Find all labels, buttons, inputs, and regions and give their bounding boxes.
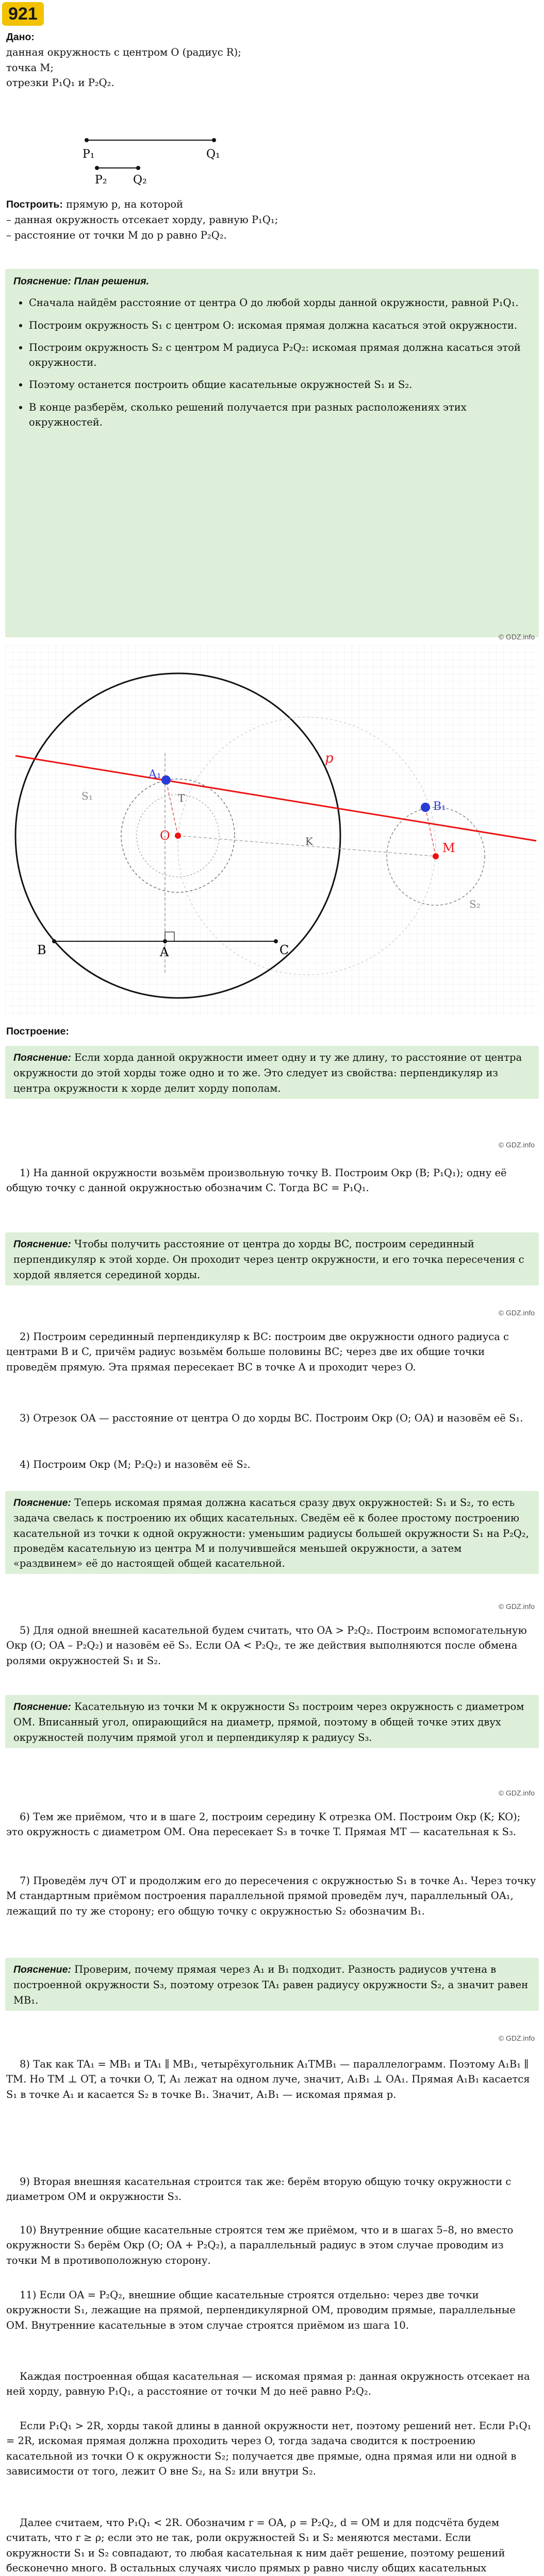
label-b1: B₁ — [433, 800, 446, 813]
label-p1: P₁ — [83, 148, 95, 161]
note-2 — [5, 1232, 539, 1285]
step-6: 6) Тем же приёмом, что и в шаге 2, построим середину K отрезка OM. Построим Окр (K; KO); это окружность с диаметром OM. Она пересекает S₃ в точке T. Прямая MT — касательная к S₃. — [6, 1811, 521, 1838]
note-text: Если хорда данной окружности имеет одну и ту же длину, то расстояние от центра окружности до этой хорды тоже одно и то же. Это следует из свойства: перпендикуляр из центра окружности к хорде делит хорду пополам. — [13, 1052, 522, 1094]
given-line: точка M; — [6, 61, 54, 74]
construct-title: Построить: — [6, 199, 63, 210]
construction-title: Построение: — [6, 1026, 69, 1037]
given-line: данная окружность с центром O (радиус R); — [6, 46, 241, 59]
step-1: 1) На данной окружности возьмём произвольную точку B. Построим Окр (B; P₁Q₁); одну её общую точку с данной окружностью обозначим C. Тогда BC = P₁Q₁. — [6, 1167, 507, 1194]
label-k: K — [305, 835, 313, 848]
label-s2: S₂ — [469, 898, 481, 910]
step-11: 11) Если OA = P₂Q₂, внешние общие касательные строятся отдельно: через две точки окружности S₁, лежащие на прямой, перпендикулярной OM, проводим прямые, параллельные OM. Внутренние касательные в этом случае строятся приёмом из шага 10. — [6, 2289, 516, 2331]
step-9: 9) Вторая внешняя касательная строится так же: берём вторую общую точку окружности с диаметром OM и окружности S₃. — [6, 2176, 512, 2203]
step-4: 4) Построим Окр (M; P₂Q₂) и назовём её S₂. — [20, 1459, 251, 1470]
step-8: 8) Так как TA₁ = MB₁ и TA₁ ∥ MB₁, четырёхугольник A₁TMB₁ — параллелограмм. Поэтому A₁B₁ ∥ TM. Но TM ⊥ OT, а точки O, T, A₁ лежат на одном луче, значит, A₁B₁ ⊥ OA₁. Прямая A₁B₁ касается S₁ в точке A₁ и касается S₂ в точке B₁. Значит, A₁B₁ — искомая прямая p. — [6, 2058, 530, 2100]
label-q1: Q₁ — [206, 148, 220, 161]
label-b: B — [37, 943, 46, 957]
plan-title: Пояснение: План решения. — [13, 276, 150, 287]
problem-number: 921 — [2, 2, 44, 26]
plan-item: • Поэтому останется построить общие касательные окружностей S₁ и S₂. — [29, 377, 531, 392]
given-section — [6, 30, 538, 90]
note-3 — [5, 1491, 539, 1574]
plan-item: • Построим окружность S₁ с центром O: искомая прямая должна касаться этой окружности. — [29, 318, 531, 333]
label-m: M — [442, 841, 455, 855]
label-p2: P₂ — [95, 174, 107, 185]
note-keyword: Пояснение: — [13, 1052, 71, 1063]
plan-box — [5, 269, 539, 637]
step-3: 3) Отрезок OA — расстояние от центра O до хорды BC. Построим Окр (O; OA) и назовём её S₁. — [20, 1412, 523, 1424]
paragraph-b: Если P₁Q₁ > 2R, хорды такой длины в данной окружности нет, поэтому решений нет. Если P₁Q₁ = 2R, искомая прямая должна проходить через O, тогда задача сводится к построению касательной из точки O к окружности S₂; получается две прямые, одна прямая или ни одной в зависимости от того, лежит O вне S₂, на S₂ или внутри S₂. — [6, 2420, 532, 2477]
paragraph-c: Далее считаем, что P₁Q₁ < 2R. Обозначим r = OA, ρ = P₂Q₂, d = OM и для подсчёта будем считать, что r ≥ ρ; если это не так, роли окружностей S₁ и S₂ меняются местами. Если окружности S₁ и S₂ совпадают, то любая касательная к ним даёт решение, поэтому решений бесконечно много. В остальных случаях число прямых p равно числу общих касательных — [6, 2517, 505, 2574]
paragraph-a: Каждая построенная общая касательная — искомая прямая p: данная окружность отсекает на ней хорду, равную P₁Q₁, а расстояние от точки M до неё равно P₂Q₂. — [6, 2370, 530, 2398]
plan-item: • Сначала найдём расстояние от центра O до любой хорды данной окружности, равной P₁Q₁. — [29, 295, 531, 310]
construction-figure — [5, 645, 539, 1016]
given-line: отрезки P₁Q₁ и P₂Q₂. — [6, 76, 114, 89]
note-keyword: Пояснение: — [13, 1239, 71, 1250]
construct-section — [6, 197, 538, 243]
note-5 — [5, 1958, 539, 2011]
construct-rest: прямую p, на которой — [62, 198, 184, 210]
step-10: 10) Внутренние общие касательные строятся тем же приёмом, что и в шагах 5–8, но вместо окружности S₃ берём Окр (O; OA + P₂Q₂), а параллельный радиус в этом случае проводим из точки M в противоположную сторону. — [6, 2224, 514, 2266]
watermark: © GDZ.info — [498, 1141, 535, 1149]
step-5: 5) Для одной внешней касательной будем считать, что OA > P₂Q₂. Построим вспомогательную Окр (O; OA – P₂Q₂) и назовём её S₃. Если OA < P₂Q₂, те же действия выполняются после обмена ролями окружностей S₁ и S₂. — [6, 1624, 527, 1667]
label-c: C — [279, 943, 289, 957]
note-text: Касательную из точки M к окружности S₃ построим через окружность с диаметром OM. Вписанный угол, опирающийся на диаметр, прямой, поэтому в общей точке этих двух окружностей получим прямой угол и перпендикуляр к радиусу S₃. — [13, 1701, 524, 1743]
step-7: 7) Проведём луч OT и продолжим его до пересечения с окружностью S₁ в точке A₁. Через точку M стандартным приёмом построения параллельной прямой проведём луч, параллельный OA₁, лежащий по ту же сторону; его общую точку с окружностью S₂ обозначим B₁. — [6, 1875, 536, 1917]
note-1 — [5, 1046, 539, 1099]
plan-item: • Построим окружность S₂ с центром M радиуса P₂Q₂: искомая прямая должна касаться этой окружности. — [29, 340, 531, 370]
label-p: p — [325, 751, 334, 766]
construct-line: – расстояние от точки M до p равно P₂Q₂. — [6, 229, 227, 241]
label-o: O — [160, 828, 170, 843]
note-keyword: Пояснение: — [13, 1497, 71, 1509]
label-q2: Q₂ — [133, 174, 147, 185]
watermark: © GDZ.info — [498, 1789, 535, 1797]
note-text: Проверим, почему прямая через A₁ и B₁ подходит. Разность радиусов учтена в построенной окружности S₃, поэтому отрезок TA₁ равен радиусу окружности S₂, а значит равен MB₁. — [13, 1963, 529, 2006]
segments-figure — [77, 118, 248, 185]
point-b1 — [421, 803, 430, 812]
note-keyword: Пояснение: — [13, 1964, 71, 1975]
given-title: Дано: — [6, 31, 35, 43]
note-text: Чтобы получить расстояние от центра до хорды BC, построим серединный перпендикуляр к этой хорде. Он проходит через центр окружности, и его точка пересечения с хордой является серединой хорды. — [13, 1238, 524, 1281]
label-s1: S₁ — [81, 790, 93, 802]
step-2: 2) Построим серединный перпендикуляр к BC: построим две окружности одного радиуса с центрами B и C, причём радиус возьмём больше половины BC; через две их общие точки проведём прямую. Эта прямая пересекает BC в точке A и проходит через O. — [6, 1331, 509, 1373]
point-o — [175, 833, 181, 839]
watermark: © GDZ.info — [498, 633, 535, 641]
note-text: Теперь искомая прямая должна касаться сразу двух окружностей: S₁ и S₂, то есть задача свелась к построению их общих касательных. Сведём её к более простому построению касательной из точки к одной окружности: уменьшим радиусы большей окружности S₁ на P₂Q₂, проведём касательную из центра M и получившейся меньшей окружности, а затем «раздвинем» её до настоящей общей касательной. — [13, 1497, 529, 1569]
construct-line: – данная окружность отсекает хорду, равную P₁Q₁; — [6, 214, 278, 226]
watermark: © GDZ.info — [498, 1309, 535, 1317]
point-m — [433, 853, 439, 859]
plan-item: • В конце разберём, сколько решений получается при разных расположениях этих окружностей. — [29, 400, 531, 430]
watermark: © GDZ.info — [498, 2034, 535, 2042]
label-t: T — [178, 792, 185, 804]
point-a1 — [161, 775, 171, 785]
note-4 — [5, 1695, 539, 1748]
watermark: © GDZ.info — [498, 1602, 535, 1611]
label-a1: A₁ — [149, 768, 161, 781]
label-a: A — [160, 945, 169, 959]
note-keyword: Пояснение: — [13, 1701, 71, 1713]
